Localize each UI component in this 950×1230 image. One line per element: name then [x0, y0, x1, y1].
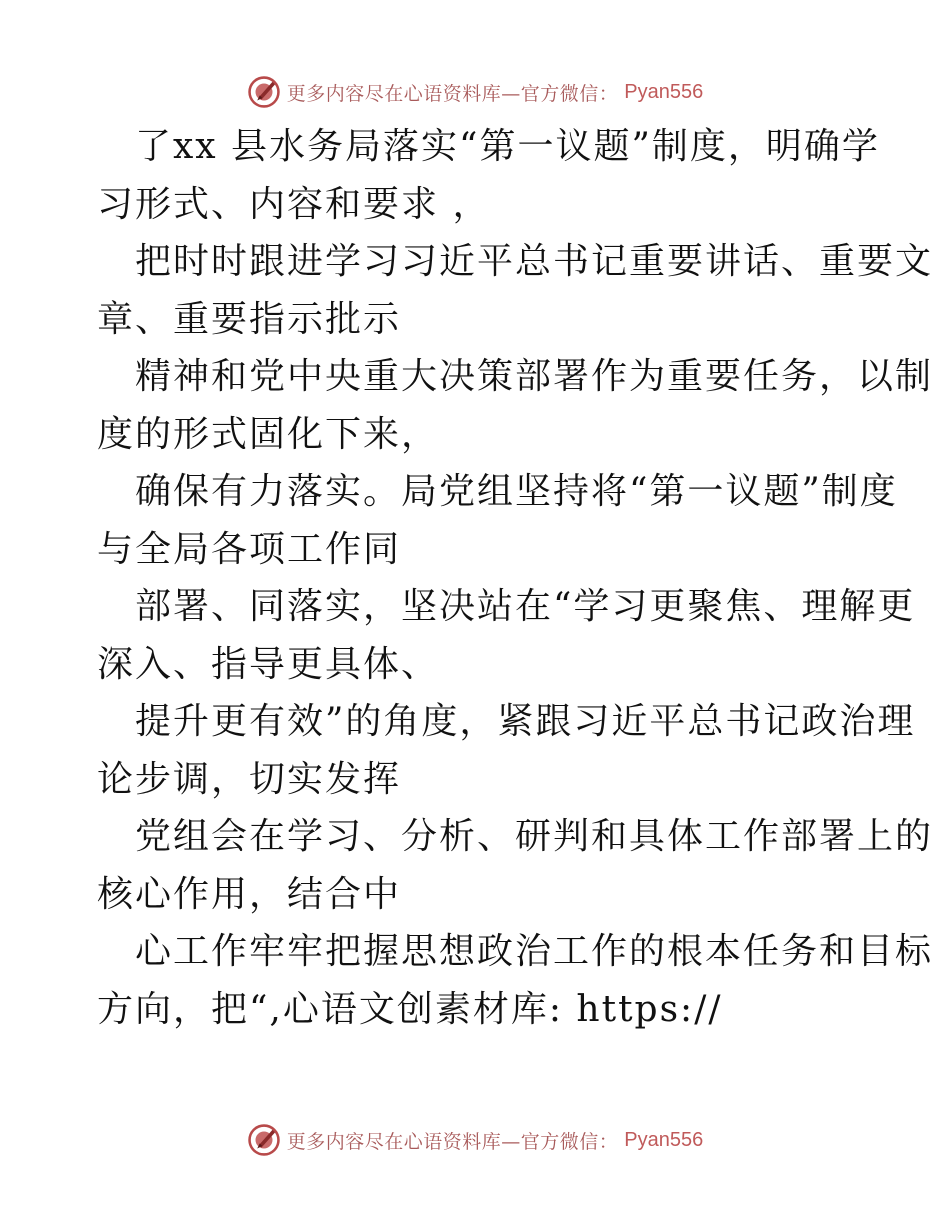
text-line: 确保有力落实。局党组坚持将“第一议题”制度 [135, 471, 898, 512]
text-line: 与全局各项工作同 [97, 528, 402, 570]
text-line: 党组会在学习、分析、研判和具体工作部署上的 [135, 816, 934, 857]
watermark-account: Pyan556 [624, 1128, 704, 1151]
brand-logo-icon [247, 75, 281, 109]
text-line: 度的形式固化下来， [97, 413, 440, 455]
text-line: 论步调，切实发挥 [97, 758, 402, 800]
text-line: 了xx 县水务局落实“第一议题”制度，明确学 [135, 126, 880, 167]
document-body [97, 118, 934, 1038]
text-line: 深入、指导更具体、 [97, 643, 440, 685]
watermark-account: Pyan556 [624, 80, 704, 103]
header-watermark [0, 72, 950, 112]
text-line: 部署、同落实，坚决站在“学习更聚焦、理解更 [135, 586, 916, 627]
watermark-text: 更多内容尽在心语资料库—官方微信： [286, 82, 619, 105]
footer-watermark [0, 1120, 950, 1160]
text-line: 提升更有效”的角度，紧跟习近平总书记政治理 [135, 701, 916, 742]
text-line: 把时时跟进学习习近平总书记重要讲话、重要文 [135, 241, 934, 282]
text-line: 心工作牢牢把握思想政治工作的根本任务和目标 [135, 931, 934, 972]
watermark-text: 更多内容尽在心语资料库—官方微信： [286, 1130, 619, 1153]
text-line: 章、重要指示批示 [97, 298, 402, 340]
text-line: 方向，把“,心语文创素材库: https:// [97, 988, 723, 1030]
text-line: 习形式、内容和要求 ， [97, 183, 491, 225]
brand-logo-icon [247, 1123, 281, 1157]
text-line: 精神和党中央重大决策部署作为重要任务，以制 [135, 356, 934, 397]
text-line: 核心作用，结合中 [97, 873, 402, 915]
